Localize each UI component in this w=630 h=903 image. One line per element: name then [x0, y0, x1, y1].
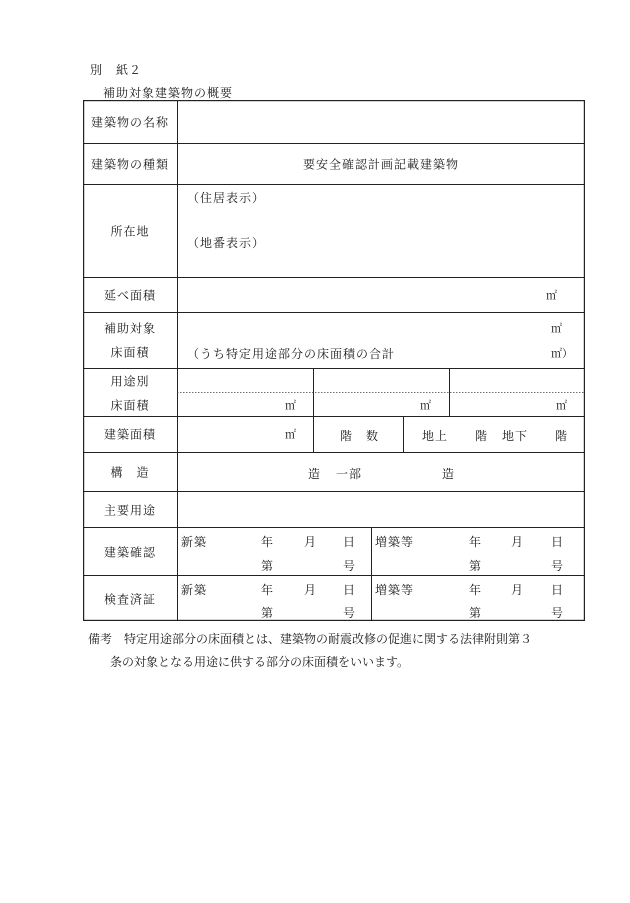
confirmation-new-month: 月: [304, 535, 318, 549]
specific-use-area-unit: ㎡）: [551, 347, 573, 360]
main-use-field[interactable]: [178, 492, 584, 527]
use-area-1-unit: ㎡: [285, 399, 296, 412]
confirmation-extension-number-prefix: 第: [469, 559, 483, 573]
label-total-floor-area: 延べ面積: [103, 288, 157, 303]
subsidy-floor-area-unit: ㎡: [551, 322, 562, 335]
label-subsidy-line2: 床面積: [110, 345, 150, 360]
confirmation-extension-year: 年: [469, 535, 483, 549]
inspection-new-label: 新築: [181, 583, 208, 597]
structure-made-label: 造: [308, 467, 322, 481]
use-name-2-field[interactable]: [314, 369, 449, 392]
attachment-label: 別 紙２: [90, 63, 143, 77]
label-building-area: 建築面積: [103, 427, 157, 442]
confirmation-new-year: 年: [261, 535, 275, 549]
inspection-extension-month: 月: [511, 583, 525, 597]
remarks-note: [88, 628, 588, 674]
confirmation-new-day: 日: [343, 535, 357, 549]
total-floor-area-field[interactable]: [178, 278, 584, 312]
label-subsidy-line1: 補助対象: [103, 321, 157, 336]
use-name-3-field[interactable]: [450, 369, 584, 392]
inspection-extension-year: 年: [469, 583, 483, 597]
inspection-new-year: 年: [261, 583, 275, 597]
inspection-new-month: 月: [304, 583, 318, 597]
label-location: 所在地: [110, 224, 150, 239]
label-use-line1: 用途別: [110, 374, 150, 389]
address-label: （住居表示）: [187, 191, 266, 205]
remarks-line-1: 備考 特定用途部分の床面積とは、建築物の耐震改修の促進に関する法律附則第３: [88, 632, 533, 646]
total-floor-area-unit: ㎡: [546, 289, 557, 302]
label-use-line2: 床面積: [110, 398, 150, 413]
use-area-3-unit: ㎡: [556, 399, 567, 412]
use-name-1-field[interactable]: [178, 369, 313, 392]
label-structure: 構 造: [110, 465, 150, 480]
inspection-new-number-suffix: 号: [343, 606, 357, 620]
subsidy-floor-area-field[interactable]: [178, 313, 584, 368]
inspection-extension-label: 増築等: [375, 583, 415, 597]
structure-part-label: 一部: [336, 467, 363, 481]
inspection-extension-number-prefix: 第: [469, 606, 483, 620]
specific-use-area-note: （うち特定用途部分の床面積の合計: [187, 347, 396, 361]
form-title: 補助対象建築物の概要: [103, 86, 234, 100]
building-overview-form: [83, 100, 585, 621]
label-main-use: 主要用途: [103, 503, 157, 518]
label-building-name: 建築物の名称: [90, 115, 170, 130]
building-area-unit: ㎡: [285, 428, 296, 441]
lot-number-label: （地番表示）: [187, 236, 266, 250]
confirmation-new-number-prefix: 第: [261, 559, 275, 573]
inspection-new-number-prefix: 第: [261, 606, 275, 620]
confirmation-extension-day: 日: [551, 535, 565, 549]
building-type-value: 要安全確認計画記載建築物: [302, 157, 460, 172]
location-field[interactable]: [178, 185, 584, 277]
confirmation-extension-label: 増築等: [375, 535, 415, 549]
label-building-confirmation: 建築確認: [103, 545, 157, 560]
below-ground-floor-unit: 階: [555, 429, 569, 443]
above-ground-label: 地上: [422, 429, 449, 443]
inspection-extension-day: 日: [551, 583, 565, 597]
building-name-field[interactable]: [178, 101, 584, 143]
below-ground-label: 地下: [502, 429, 529, 443]
floors-label: 階 数: [340, 429, 380, 443]
structure-part-made-label: 造: [442, 467, 456, 481]
label-inspection-certificate: 検査済証: [103, 592, 157, 607]
confirmation-new-label: 新築: [181, 535, 208, 549]
inspection-new-day: 日: [343, 583, 357, 597]
use-area-2-unit: ㎡: [420, 399, 431, 412]
remarks-line-2: 条の対象となる用途に供する部分の床面積をいいます。: [110, 655, 410, 669]
confirmation-extension-month: 月: [511, 535, 525, 549]
label-building-type: 建築物の種類: [90, 157, 170, 172]
inspection-extension-number-suffix: 号: [551, 606, 565, 620]
confirmation-new-number-suffix: 号: [343, 559, 357, 573]
confirmation-extension-number-suffix: 号: [551, 559, 565, 573]
above-ground-floor-unit: 階: [475, 429, 489, 443]
